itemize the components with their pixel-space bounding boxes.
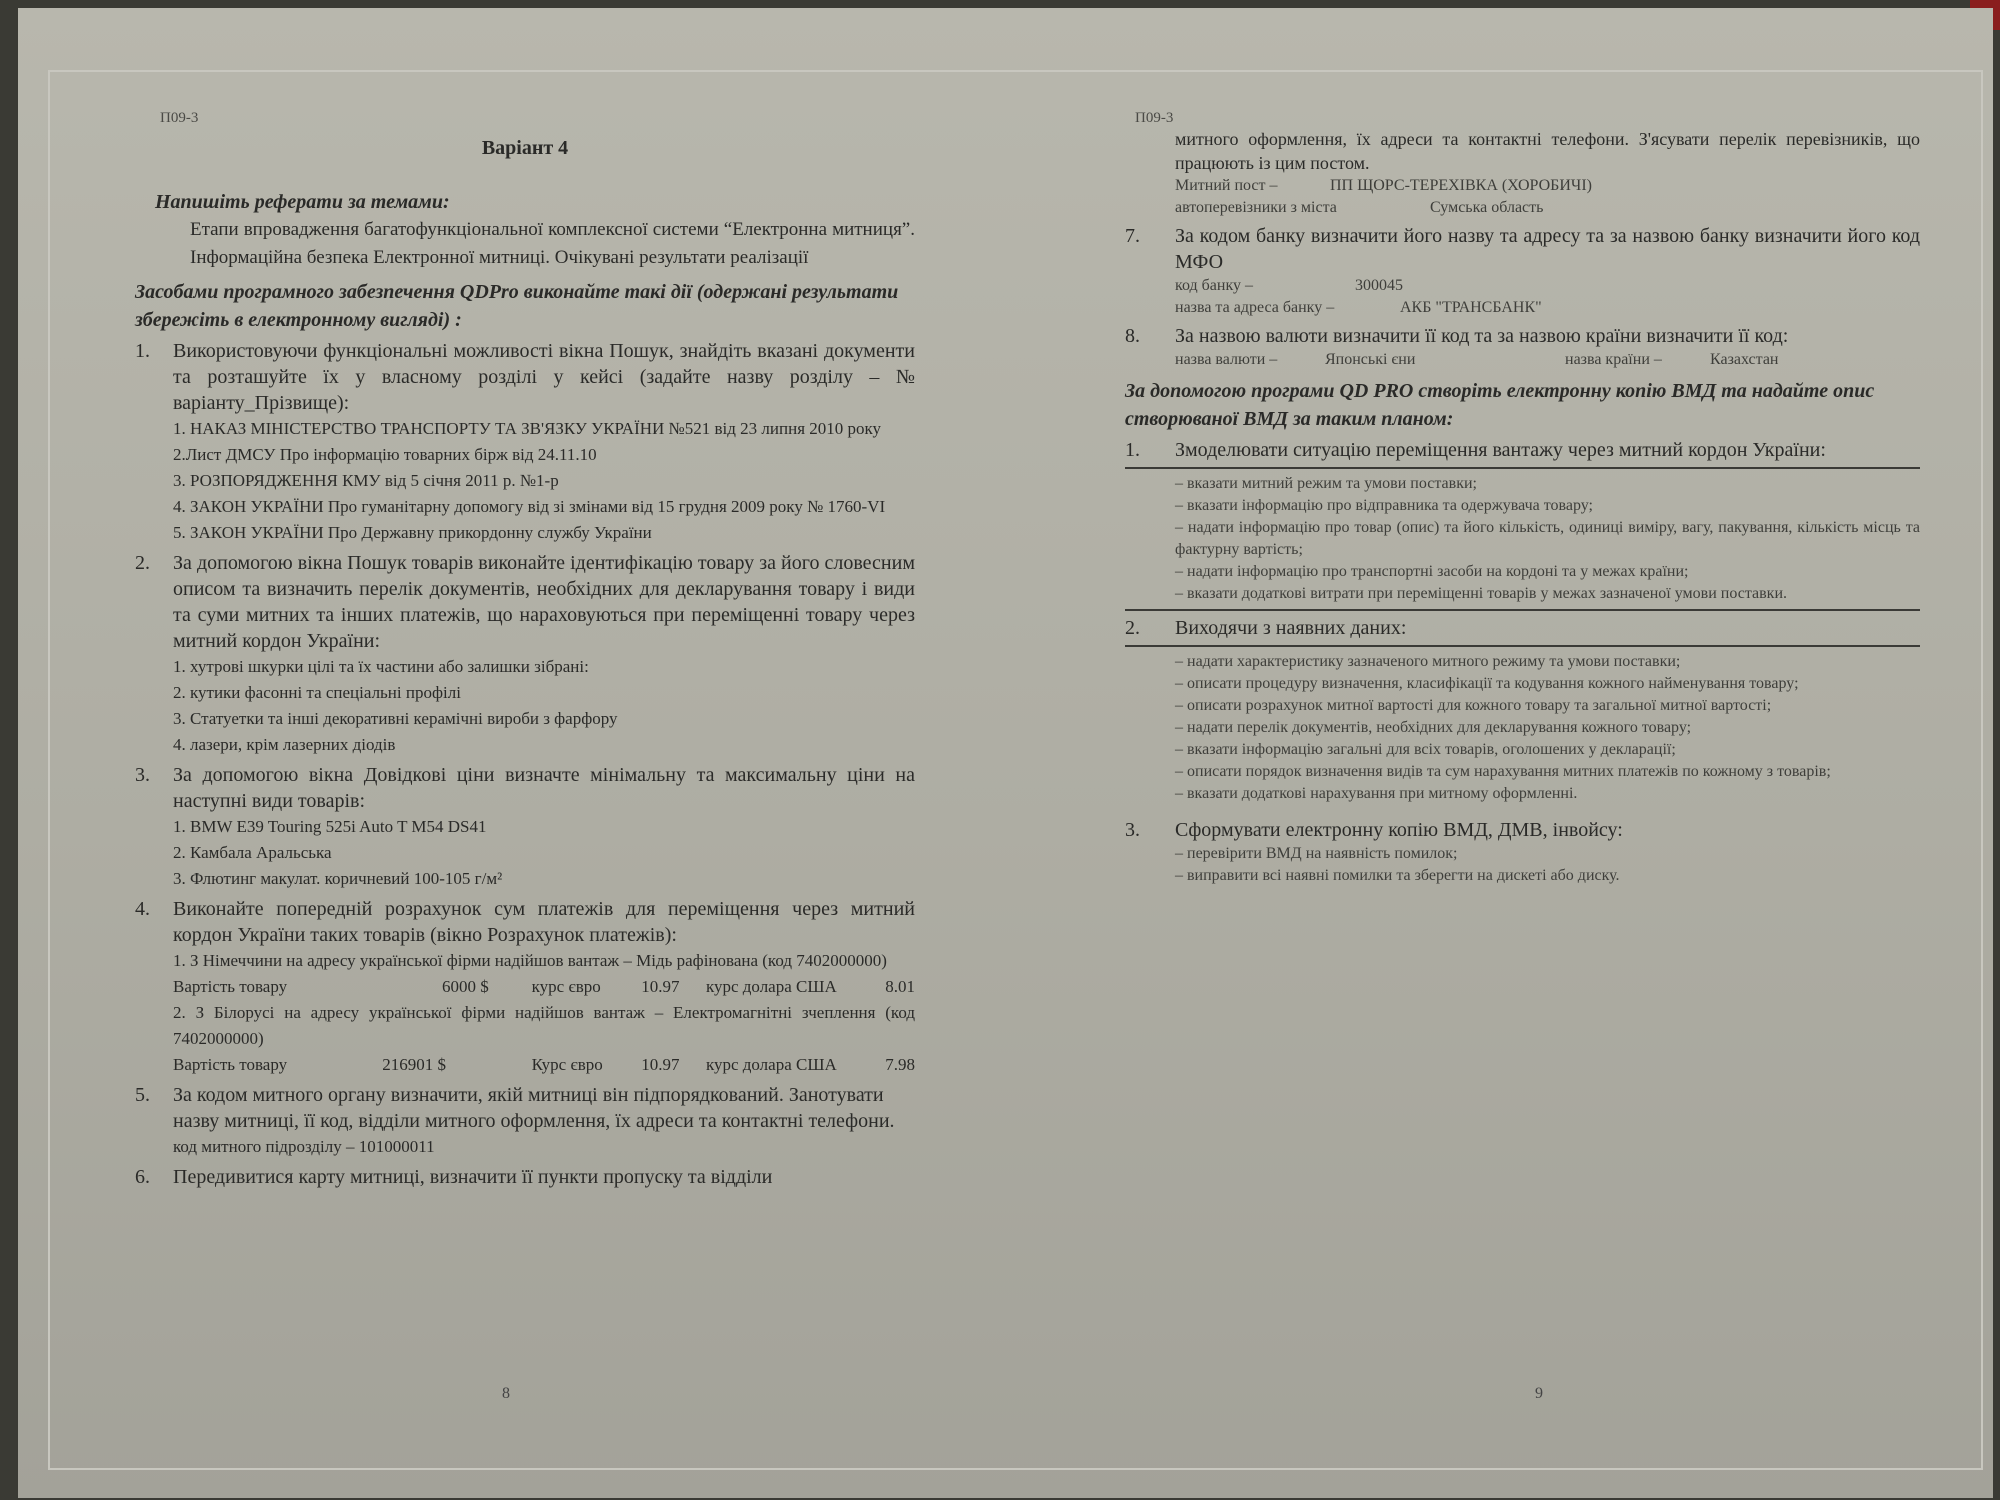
list-item: – описати процедуру визначення, класифікації та кодування кожного найменування товару;	[1175, 675, 1799, 692]
bank-code-value: 300045	[1355, 277, 1403, 294]
plan-3	[1125, 817, 1920, 843]
task-number: 3.	[135, 764, 150, 786]
country-value: Казахстан	[1710, 351, 1779, 368]
list-item: – вказати додаткові витрати при переміщенні товарів у межах зазначеної умови поставки.	[1175, 585, 1788, 602]
list-item: 1. НАКАЗ МІНІСТЕРСТВО ТРАНСПОРТУ ТА ЗВ'ЯЗКУ УКРАЇНИ №521 від 23 липня 2010 року	[173, 419, 882, 438]
task-2	[135, 550, 915, 654]
currency-row	[1175, 349, 1920, 371]
list-item: 1. хутрові шкурки цілі та їх частини або залишки зібрані:	[173, 657, 589, 676]
list-item: – описати порядок визначення видів та сум нарахування митних платежів по кожному з товарів;	[1175, 763, 1831, 780]
usd-rate: 8.01	[885, 977, 916, 996]
list-item: 2. Камбала Аральська	[173, 843, 332, 862]
task-number: 5.	[135, 1084, 150, 1106]
bank-name-label: назва та адреса банку –	[1175, 299, 1335, 316]
list-item: – перевірити ВМД на наявність помилок;	[1175, 845, 1458, 862]
task-text: Передивитися карту митниці, визначити її пункти пропуску та відділи	[173, 1166, 773, 1188]
payment-row	[173, 1052, 915, 1078]
plan-text: Змоделювати ситуацію переміщення вантажу через митний кордон України:	[1175, 439, 1826, 461]
task-text: Виконайте попередній розрахунок сум платежів для переміщення через митний кордон України таких товарів (вікно Розрахунок платежів):	[173, 898, 915, 946]
list-item: 3. Флютинг макулат. коричневий 100-105 г/м²	[173, 869, 503, 888]
variant-title: Варіант 4	[481, 137, 569, 159]
task-8	[1125, 323, 1920, 349]
customs-code: код митного підрозділу – 101000011	[173, 1137, 435, 1156]
plan-1	[1125, 437, 1920, 463]
euro-rate: 10.97	[641, 977, 680, 996]
value-label: Вартість товару	[173, 977, 288, 996]
euro-label: Курс євро	[531, 1055, 603, 1074]
bank-name-row	[1175, 297, 1920, 319]
value-amount: 6000 $	[441, 977, 489, 996]
list-item: – надати інформацію про транспортні засоби на кордоні та у межах країни;	[1175, 563, 1689, 580]
continuation-text: митного оформлення, їх адреси та контактні телефони. З'ясувати перелік перевізників, що працюють із цим постом.	[1175, 129, 1920, 173]
divider	[1125, 467, 1920, 469]
task-text: За кодом митного органу визначити, якій митниці він підпорядкований. Занотувати назву митниці, її код, відділи митного оформлення, їх адреси та контактні телефони.	[173, 1084, 895, 1132]
task-4-items	[173, 948, 915, 1078]
task-4	[135, 896, 915, 948]
task-number: 2.	[135, 552, 150, 574]
list-item: 2. кутики фасонні та спеціальні профілі	[173, 683, 461, 702]
list-item: – вказати інформацію загальні для всіх товарів, оголошених у декларації;	[1175, 741, 1676, 758]
bank-code-label: код банку –	[1175, 277, 1253, 294]
essay-text: Етапи впровадження багатофункціональної комплексної системи “Електронна митниця”. Інформаційна безпека Електронної митниці. Очікувані результати реалізації	[190, 219, 915, 268]
task-text: Використовуючи функціональні можливості вікна Пошук, знайдіть вказані документи та розташуйте їх у власному розділі у кейсі (задайте назву розділу – № варіанту_Прізвище):	[173, 340, 915, 414]
task-6	[135, 1164, 915, 1190]
currency-label: назва валюти –	[1175, 351, 1278, 368]
post-value: ПП ЩОРС-ТЕРЕХІВКА (ХОРОБИЧІ)	[1330, 177, 1592, 194]
task-1	[135, 338, 915, 416]
list-item: 2. З Білорусі на адресу української фірми надійшов вантаж – Електромагнітні зчеплення (код 7402000000)	[173, 1003, 915, 1048]
task-text: За допомогою вікна Довідкові ціни визначте мінімальну та максимальну ціни на наступні види товарів:	[173, 764, 915, 812]
task-number: 7.	[1125, 225, 1140, 247]
list-item: – описати розрахунок митної вартості для кожного товару та загальної митної вартості;	[1175, 697, 1772, 714]
list-item: – вказати митний режим та умови поставки;	[1175, 475, 1477, 492]
bank-code-row	[1175, 275, 1920, 297]
carriers-value: Сумська область	[1430, 199, 1544, 216]
list-item: 4. лазери, крім лазерних діодів	[173, 735, 396, 754]
list-item: 2.Лист ДМСУ Про інформацію товарних бірж від 24.11.10	[173, 445, 597, 464]
list-item: – вказати інформацію про відправника та одержувача товару;	[1175, 497, 1593, 514]
country-label: назва країни –	[1565, 351, 1662, 368]
payment-row	[173, 974, 915, 1000]
list-item: – виправити всі наявні помилки та зберегти на дискеті або диску.	[1175, 867, 1620, 884]
post-label: Митний пост –	[1175, 177, 1278, 194]
list-item: 3. Статуетки та інші декоративні керамічні вироби з фарфору	[173, 709, 618, 728]
page-number-left: 8	[502, 1385, 510, 1402]
left-page	[135, 110, 915, 1190]
essay-heading: Напишіть реферати за темами:	[155, 191, 450, 213]
value-label: Вартість товару	[173, 1055, 288, 1074]
euro-label: курс євро	[531, 977, 601, 996]
list-item: 5. ЗАКОН УКРАЇНИ Про Державну прикордонну службу України	[173, 523, 652, 542]
task-text: За назвою валюти визначити її код та за назвою країни визначити її код:	[1175, 325, 1789, 347]
bank-name-value: АКБ "ТРАНСБАНК"	[1400, 299, 1542, 316]
usd-label: курс долара США	[705, 977, 837, 996]
divider	[1125, 609, 1920, 611]
list-item: – надати характеристику зазначеного митного режиму та умови поставки;	[1175, 653, 1681, 670]
list-item: – надати інформацію про товар (опис) та його кількість, одиниці виміру, вагу, пакування, кількість місць та фактурну вартість;	[1175, 519, 1920, 558]
task-number: 6.	[135, 1166, 150, 1188]
task-number: 1.	[135, 340, 150, 362]
page-number-right: 9	[1535, 1385, 1543, 1402]
vmd-heading: За допомогою програми QD PRO створіть електронну копію ВМД та надайте опис створюваної ВМД за таким планом:	[1125, 380, 1875, 430]
carriers-row	[1175, 197, 1920, 219]
task-2-items	[173, 654, 915, 758]
task-5	[135, 1082, 915, 1134]
euro-rate: 10.97	[641, 1055, 680, 1074]
usd-rate: 7.98	[885, 1055, 915, 1074]
list-item: 4. ЗАКОН УКРАЇНИ Про гуманітарну допомогу від зі змінами від 15 грудня 2009 року № 1760-VI	[173, 497, 886, 516]
list-item: 1. З Німеччини на адресу української фірми надійшов вантаж – Мідь рафінована (код 7402000000)	[173, 951, 887, 970]
task-text: За кодом банку визначити його назву та адресу та за назвою банку визначити його код МФО	[1175, 225, 1920, 273]
carriers-label: автоперевізники з міста	[1175, 199, 1337, 216]
task-number: 8.	[1125, 325, 1140, 347]
qd-heading: Засобами програмного забезпечення QDPro виконайте такі дії (одержані результати збережіть в електронному вигляді) :	[135, 281, 899, 331]
list-item: 1. BMW E39 Touring 525i Auto T M54 DS41	[173, 817, 487, 836]
value-amount: 216901 $	[382, 1055, 446, 1074]
divider	[1125, 645, 1920, 647]
plan-number: 2.	[1125, 617, 1140, 639]
page-header: П09-3	[1135, 110, 1174, 126]
list-item: – вказати додаткові нарахування при митному оформленні.	[1175, 785, 1578, 802]
task-text: За допомогою вікна Пошук товарів виконайте ідентифікацію товару за його словесним описом та визначить перелік документів, необхідних для декларування товару і види та суми митних та інших платежів, що нараховуються при переміщенні товару через митний кордон України:	[173, 552, 915, 652]
plan-2-items	[1175, 651, 1920, 805]
currency-value: Японські єни	[1325, 351, 1416, 368]
page-header: П09-3	[160, 110, 199, 126]
usd-label: курс долара США	[705, 1055, 837, 1074]
task-number: 4.	[135, 898, 150, 920]
list-item: 3. РОЗПОРЯДЖЕННЯ КМУ від 5 січня 2011 р. №1-р	[173, 471, 559, 490]
right-page	[1125, 110, 1920, 887]
task-1-items	[173, 416, 915, 546]
plan-number: 3.	[1125, 819, 1140, 841]
post-row	[1175, 175, 1920, 197]
plan-3-items	[1175, 843, 1920, 887]
plan-text: Сформувати електронну копію ВМД, ДМВ, інвойсу:	[1175, 819, 1623, 841]
task-7	[1125, 223, 1920, 275]
plan-text: Виходячи з наявних даних:	[1175, 617, 1407, 639]
plan-number: 1.	[1125, 439, 1140, 461]
plan-1-items	[1175, 473, 1920, 605]
task-3-items	[173, 814, 915, 892]
task-3	[135, 762, 915, 814]
plan-2	[1125, 615, 1920, 641]
list-item: – надати перелік документів, необхідних для декларування кожного товару;	[1175, 719, 1692, 736]
